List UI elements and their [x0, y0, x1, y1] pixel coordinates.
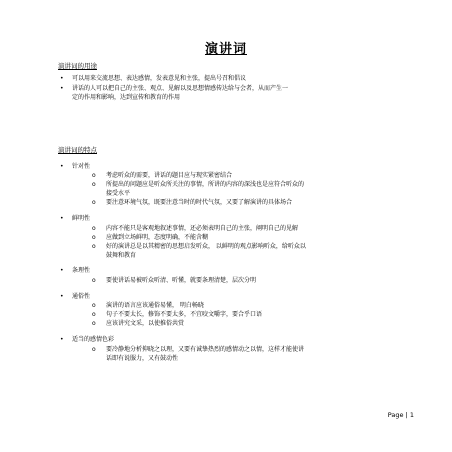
- bullet-dot: •: [60, 75, 64, 82]
- feature-item: 演讲的语言应该通俗易懂， 明白畅晓: [106, 302, 204, 309]
- sub-bullet-circle: o: [92, 243, 96, 250]
- sub-bullet-circle: o: [92, 346, 96, 353]
- feature-item: 好的演讲总是以其精密的思想启发听众， 以鲜明的观点影响听众，给听众以: [106, 243, 306, 250]
- usage-item: 讲话的人可以把自己的主张、观点、见解以及思想情感传达给与会者，从而产生一: [72, 85, 289, 92]
- feature-item: 要冷静地分析抑晓之以理，又要有诚挚热烈的感情动之以情，这样才能使讲: [106, 346, 305, 353]
- usage-item-continuation: 定的作用和影响，达到宣传和教育的作用: [72, 94, 181, 101]
- feature-item: 要使讲话易被听众听清、听懂，就要条理清楚，层次分明: [106, 277, 257, 284]
- sub-bullet-circle: o: [92, 199, 96, 206]
- bullet-dot: •: [60, 267, 64, 274]
- sub-bullet-circle: o: [92, 277, 96, 284]
- feature-label: 适当的感情色彩: [72, 336, 115, 343]
- sub-bullet-circle: o: [92, 181, 96, 188]
- feature-label: 鲜明性: [72, 215, 91, 222]
- feature-item: 所提出的问题应是听众所关注的事情，所讲的内容的深浅也是应符合听众的: [106, 181, 305, 188]
- feature-item: 应该讲究文采，以使推俗共赏: [106, 320, 185, 327]
- bullet-dot: •: [60, 215, 64, 222]
- feature-item: 句子不要太长，修饰不要太多，不宜咬文嚼字，要合乎口语: [106, 311, 263, 318]
- feature-item-continuation: 鼓舞和教育: [106, 252, 137, 259]
- bullet-dot: •: [60, 163, 64, 170]
- page-number-footer: Page | 1: [387, 411, 414, 419]
- section-heading-features: 演讲词的特点: [58, 146, 97, 154]
- feature-label: 针对性: [72, 163, 91, 170]
- feature-item-continuation: 接受水平: [106, 190, 131, 197]
- sub-bullet-circle: o: [92, 172, 96, 179]
- feature-item: 内容不能只是客观地叙述事情，还必须表明自己的主张，阐明自己的见解: [106, 225, 299, 232]
- feature-item: 应做到立场鲜明，态度明确，不能含糊: [106, 234, 209, 241]
- section-heading-usage: 演讲词的用途: [58, 62, 97, 70]
- bullet-dot: •: [60, 85, 64, 92]
- bullet-dot: •: [60, 336, 64, 343]
- sub-bullet-circle: o: [92, 302, 96, 309]
- feature-item: 考虑听众的需要，讲话的题目应与现实紧密结合: [106, 172, 233, 179]
- feature-label: 条理性: [72, 267, 91, 274]
- sub-bullet-circle: o: [92, 234, 96, 241]
- usage-item: 可以用来交流思想、表达感情，发表意见和主张，提出号召和倡议: [72, 75, 247, 82]
- bullet-dot: •: [60, 293, 64, 300]
- feature-label: 通俗性: [72, 293, 91, 300]
- sub-bullet-circle: o: [92, 225, 96, 232]
- sub-bullet-circle: o: [92, 311, 96, 318]
- sub-bullet-circle: o: [92, 320, 96, 327]
- feature-item-continuation: 话即有说服力，又有鼓动性: [106, 355, 179, 362]
- document-title: 演讲词: [204, 42, 247, 57]
- feature-item: 要注意环境气氛，既要注意当时的时代气氛，又要了解演讲的具体场合: [106, 199, 293, 206]
